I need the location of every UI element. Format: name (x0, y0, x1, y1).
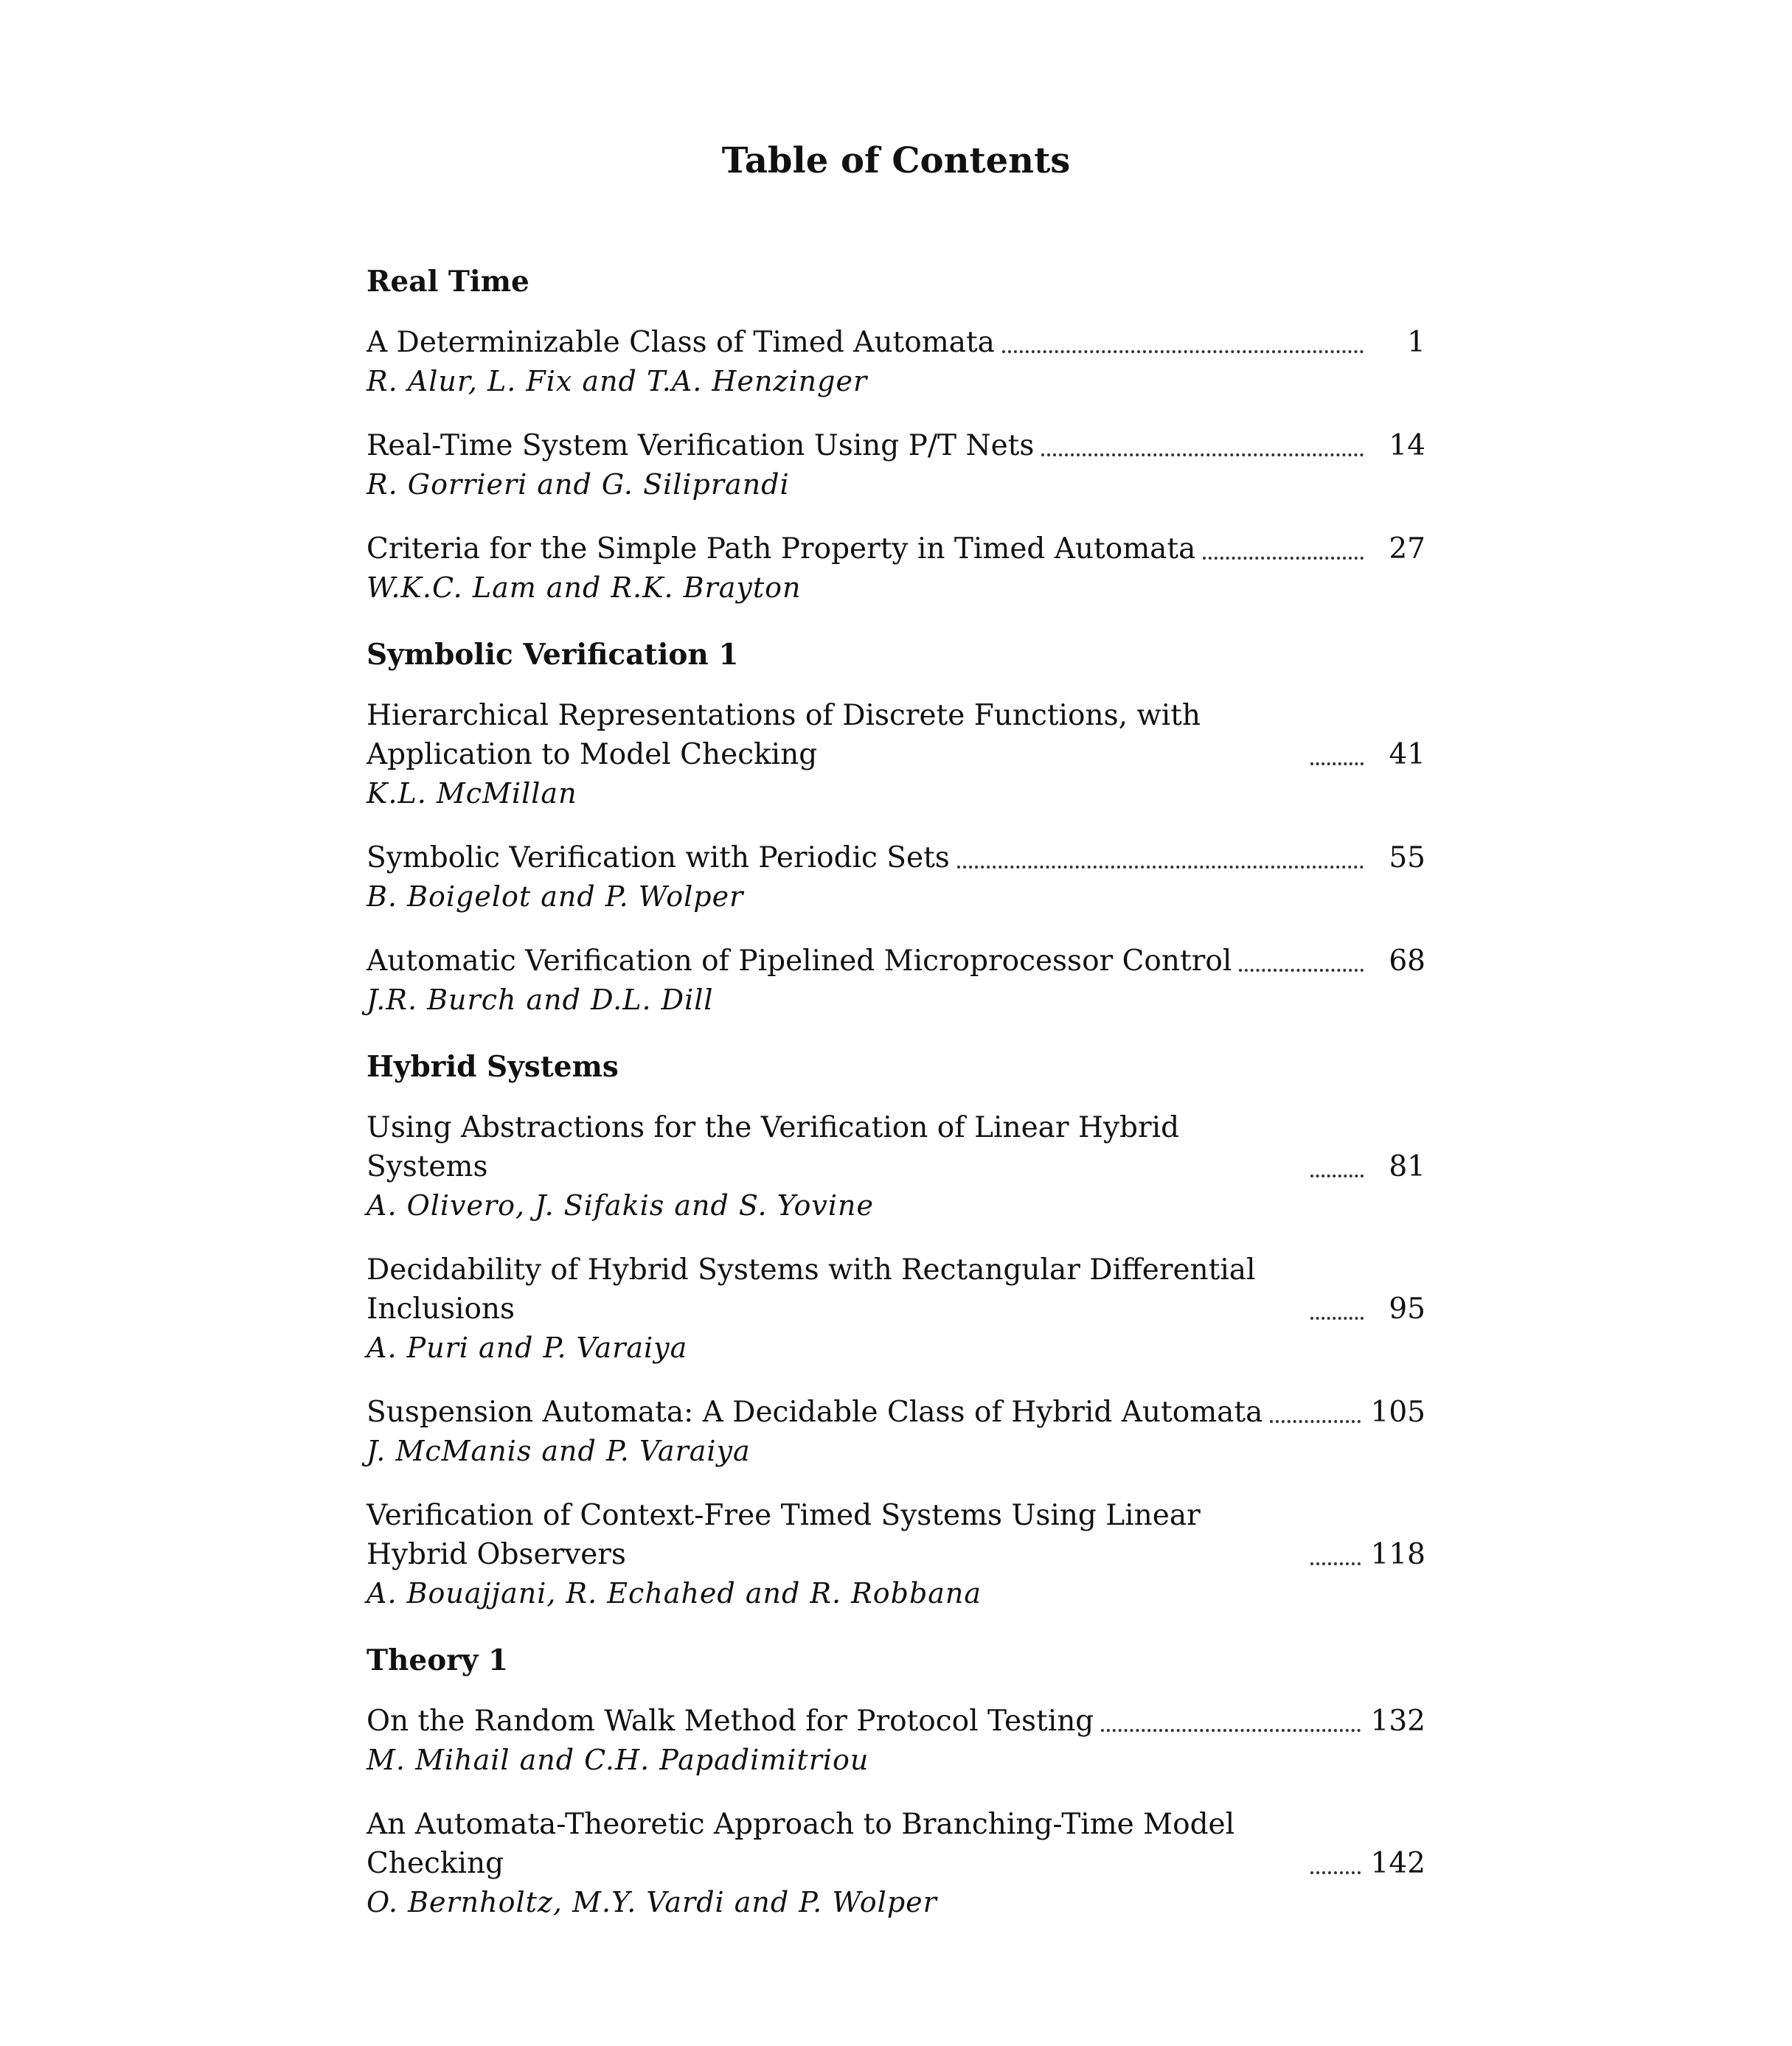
page-number: 132 (1370, 1705, 1425, 1738)
toc-entry (367, 1108, 1425, 1225)
toc-section-symbolic-verification-1 (367, 634, 1425, 1020)
toc-section-real-time (367, 261, 1425, 608)
page-number: 27 (1389, 532, 1425, 566)
toc-list (367, 261, 1425, 1949)
entry-authors: R. Gorrieri and G. Siliprandi (367, 468, 790, 501)
page-number: 41 (1389, 738, 1425, 771)
toc-entry (367, 529, 1425, 608)
entry-authors: A. Bouajjani, R. Echahed and R. Robbana (367, 1577, 982, 1610)
toc-entry (367, 323, 1425, 401)
entry-title: Using Abstractions for the Verification of Linear Hybrid Systems (367, 1111, 1180, 1183)
entry-authors: K.L. McMillan (367, 777, 577, 810)
dot-leader (1203, 557, 1364, 560)
toc-entry (367, 1496, 1425, 1613)
section-heading: Theory 1 (367, 1643, 509, 1677)
page-number: 55 (1389, 841, 1425, 874)
dot-leader (957, 866, 1364, 869)
dot-leader (1101, 1729, 1360, 1732)
page-title: Table of Contents (721, 140, 1071, 181)
entry-authors: A. Olivero, J. Sifakis and S. Yovine (367, 1189, 874, 1222)
section-heading: Hybrid Systems (367, 1050, 619, 1084)
entry-authors: B. Boigelot and P. Wolper (367, 880, 744, 913)
toc-entry (367, 1250, 1425, 1368)
dot-leader (1310, 1871, 1361, 1874)
toc-section-theory-1 (367, 1640, 1425, 1922)
entry-title: Real-Time System Verification Using P/T Nets (367, 429, 1035, 462)
toc-entry (367, 1393, 1425, 1471)
dot-leader (1270, 1420, 1360, 1423)
dot-leader (1041, 453, 1364, 456)
page-number: 14 (1389, 429, 1425, 462)
entry-authors: A. Puri and P. Varaiya (367, 1332, 688, 1364)
page-number: 1 (1407, 326, 1425, 359)
dot-leader (1310, 762, 1364, 765)
toc-entry (367, 942, 1425, 1020)
page-number: 81 (1389, 1150, 1425, 1183)
entry-title: A Determinizable Class of Timed Automata (367, 326, 995, 359)
entry-title: Verification of Context-Free Timed Systems Using Linear Hybrid Observers (367, 1499, 1201, 1571)
toc-entry (367, 426, 1425, 504)
entry-authors: J. McManis and P. Varaiya (367, 1435, 751, 1467)
dot-leader (1310, 1317, 1364, 1320)
entry-authors: W.K.C. Lam and R.K. Brayton (367, 571, 802, 604)
entry-title: An Automata-Theoretic Approach to Branching-Time Model Checking (367, 1808, 1235, 1880)
entry-authors: O. Bernholtz, M.Y. Vardi and P. Wolper (367, 1886, 937, 1918)
toc-entry (367, 696, 1425, 813)
entry-title: Criteria for the Simple Path Property in Timed Automata (367, 532, 1196, 566)
entry-title: Hierarchical Representations of Discrete Functions, with Application to Model Checking (367, 699, 1201, 771)
dot-leader (1310, 1562, 1361, 1565)
entry-title: Suspension Automata: A Decidable Class of Hybrid Automata (367, 1396, 1263, 1429)
dot-leader (1310, 1175, 1364, 1177)
entry-title: Decidability of Hybrid Systems with Rectangular Differential Inclusions (367, 1253, 1256, 1326)
section-heading: Symbolic Verification 1 (367, 638, 739, 672)
toc-entry (367, 1702, 1425, 1780)
toc-entry (367, 838, 1425, 916)
section-heading: Real Time (367, 265, 529, 299)
entry-authors: J.R. Burch and D.L. Dill (367, 984, 714, 1016)
entry-authors: M. Mihail and C.H. Papadimitriou (367, 1744, 869, 1776)
page-number: 68 (1389, 944, 1425, 978)
entry-authors: R. Alur, L. Fix and T.A. Henzinger (367, 365, 868, 397)
page-number: 105 (1370, 1396, 1425, 1429)
page-number: 95 (1389, 1292, 1425, 1326)
dot-leader (1002, 350, 1364, 353)
entry-title: Symbolic Verification with Periodic Sets (367, 841, 950, 874)
entry-title: On the Random Walk Method for Protocol Testing (367, 1705, 1094, 1738)
dot-leader (1239, 969, 1364, 972)
page-number: 118 (1370, 1538, 1425, 1571)
toc-entry (367, 1805, 1425, 1922)
page-number: 142 (1370, 1847, 1425, 1880)
entry-title: Automatic Verification of Pipelined Microprocessor Control (367, 944, 1232, 978)
toc-section-hybrid-systems (367, 1046, 1425, 1613)
